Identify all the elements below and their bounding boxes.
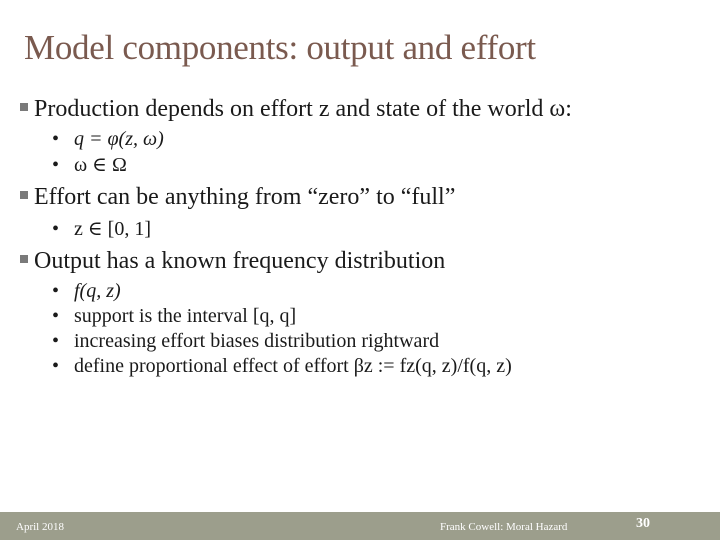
sub-bullet bbox=[52, 330, 439, 353]
slide-footer bbox=[0, 512, 720, 540]
sub-bullet bbox=[52, 305, 296, 328]
bullet-text: Effort can be anything from “zero” to “full” bbox=[34, 184, 456, 210]
slide-title: Model components: output and effort bbox=[24, 28, 536, 67]
sub-bullet bbox=[52, 128, 164, 151]
sub-bullet-text: q = φ(z, ω) bbox=[74, 128, 164, 150]
bullet-text: Output has a known frequency distribution bbox=[34, 248, 446, 274]
bullet-dot-icon: • bbox=[52, 218, 60, 240]
sub-bullet-text: f(q, z) bbox=[74, 280, 121, 302]
page-number: 30 bbox=[636, 516, 650, 531]
sub-bullet bbox=[52, 280, 121, 303]
square-bullet-icon bbox=[20, 255, 28, 263]
square-bullet-icon bbox=[20, 191, 28, 199]
bullet-dot-icon: • bbox=[52, 154, 60, 176]
bullet-dot-icon: • bbox=[52, 128, 60, 150]
footer-date: April 2018 bbox=[16, 521, 64, 533]
sub-bullet bbox=[52, 355, 512, 378]
bullet-dot-icon: • bbox=[52, 355, 60, 377]
bullet-production bbox=[20, 96, 572, 123]
bullet-dot-icon: • bbox=[52, 280, 60, 302]
bullet-output bbox=[20, 248, 445, 275]
sub-bullet-text: ω ∈ Ω bbox=[74, 154, 127, 176]
sub-bullet bbox=[52, 152, 127, 177]
sub-bullet bbox=[52, 216, 151, 241]
sub-bullet-text: increasing effort biases distribution rightward bbox=[74, 330, 440, 352]
bullet-effort bbox=[20, 184, 455, 211]
footer-author: Frank Cowell: Moral Hazard bbox=[440, 521, 568, 533]
sub-bullet-text: support is the interval [q, q] bbox=[74, 305, 297, 327]
sub-bullet-text: z ∈ [0, 1] bbox=[74, 218, 152, 240]
bullet-dot-icon: • bbox=[52, 305, 60, 327]
sub-bullet-text: define proportional effect of effort βz := fz(q, z)/f(q, z) bbox=[74, 355, 512, 377]
bullet-dot-icon: • bbox=[52, 330, 60, 352]
bullet-text: Production depends on effort z and state of the world ω: bbox=[34, 96, 572, 122]
square-bullet-icon bbox=[20, 103, 28, 111]
